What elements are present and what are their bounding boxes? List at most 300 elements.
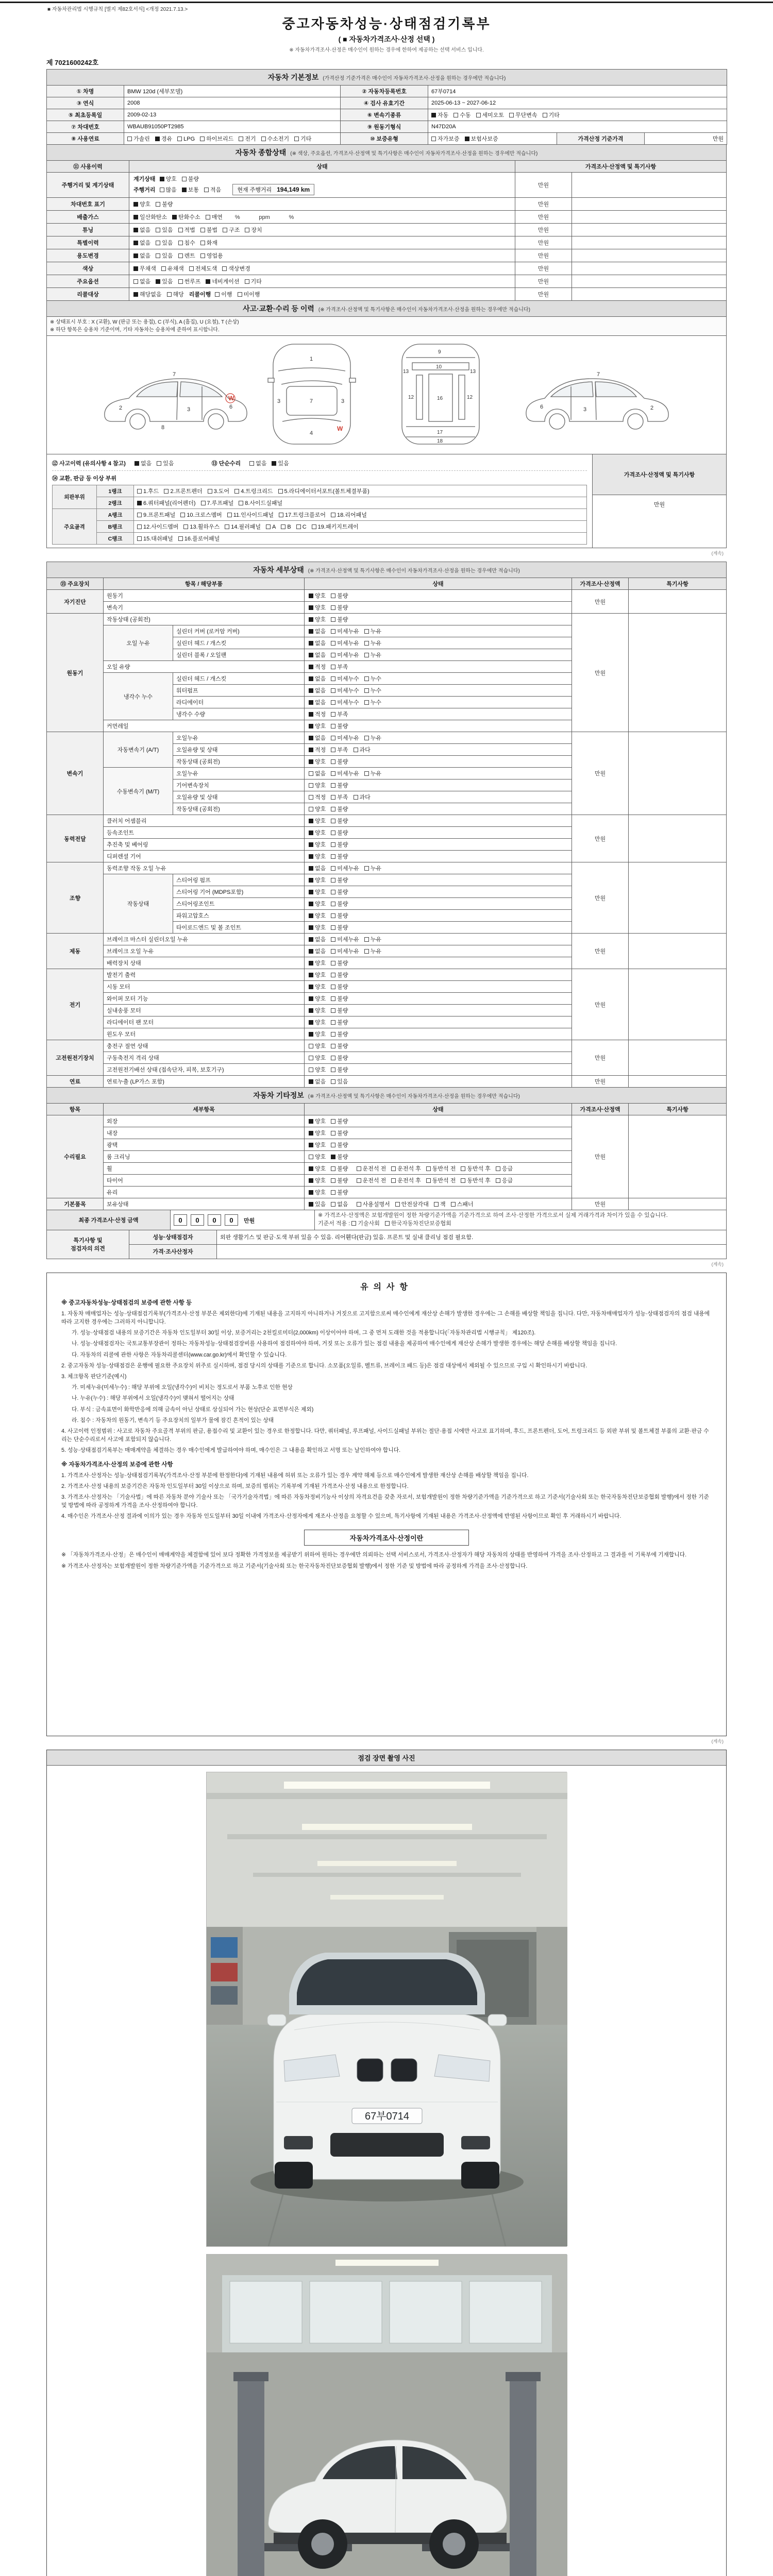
checkbox-box[interactable]: [309, 676, 313, 681]
checkbox-안전삼각대[interactable]: [395, 1200, 429, 1208]
checkbox-box[interactable]: [309, 973, 313, 977]
checkbox-box[interactable]: [331, 1190, 335, 1195]
checkbox-box[interactable]: [239, 137, 243, 141]
checkbox-box[interactable]: [177, 137, 182, 141]
checkbox-box[interactable]: [261, 137, 266, 141]
checkbox-없음[interactable]: [249, 459, 266, 467]
checkbox-box[interactable]: [364, 700, 369, 705]
checkbox-불량[interactable]: [331, 817, 348, 825]
checkbox-없음[interactable]: [309, 1077, 326, 1086]
checkbox-적정[interactable]: [309, 793, 326, 801]
checkbox-box[interactable]: [331, 724, 335, 728]
checkbox-불량[interactable]: [331, 852, 348, 860]
checkbox-없음[interactable]: [133, 226, 150, 234]
checkbox-양호[interactable]: [309, 1176, 326, 1184]
checkbox-수동[interactable]: [453, 111, 470, 119]
checkbox-box[interactable]: [155, 137, 160, 141]
checkbox-box[interactable]: [309, 1131, 313, 1136]
checkbox-box[interactable]: [364, 641, 369, 646]
checkbox-box[interactable]: [309, 1155, 313, 1159]
checkbox-box[interactable]: [331, 629, 335, 634]
checkbox-box[interactable]: [309, 890, 313, 894]
checkbox-없음[interactable]: [309, 674, 326, 683]
checkbox-box[interactable]: [331, 783, 335, 788]
checkbox-기타[interactable]: [294, 134, 311, 143]
checkbox-box[interactable]: [309, 902, 313, 906]
checkbox-11.인사이드패널[interactable]: [227, 511, 274, 519]
checkbox-box[interactable]: [189, 266, 194, 271]
checkbox-box[interactable]: [331, 617, 335, 622]
checkbox-적정[interactable]: [309, 663, 326, 671]
checkbox-box[interactable]: [476, 113, 481, 117]
checkbox-가솔린[interactable]: [127, 134, 150, 143]
checkbox-box[interactable]: [309, 748, 313, 752]
checkbox-box[interactable]: [309, 866, 313, 871]
checkbox-box[interactable]: [137, 501, 142, 505]
checkbox-box[interactable]: [309, 700, 313, 705]
checkbox-box[interactable]: [133, 241, 138, 245]
checkbox-불량[interactable]: [331, 959, 348, 967]
checkbox-운전석 전[interactable]: [357, 1164, 386, 1173]
checkbox-무단변속[interactable]: [509, 111, 537, 119]
checkbox-box[interactable]: [453, 113, 458, 117]
checkbox-장치[interactable]: [245, 226, 262, 234]
checkbox-양호[interactable]: [309, 971, 326, 979]
checkbox-사용설명서[interactable]: [357, 1200, 390, 1208]
checkbox-양호[interactable]: [309, 888, 326, 896]
checkbox-적음[interactable]: [204, 185, 221, 194]
checkbox-전기[interactable]: [239, 134, 256, 143]
checkbox-box[interactable]: [200, 253, 205, 258]
checkbox-있음[interactable]: [156, 226, 173, 234]
checkbox-box[interactable]: [357, 1166, 361, 1171]
checkbox-box[interactable]: [178, 253, 183, 258]
checkbox-양호[interactable]: [309, 817, 326, 825]
checkbox-양호[interactable]: [309, 923, 326, 931]
checkbox-box[interactable]: [331, 1131, 335, 1136]
checkbox-C[interactable]: [296, 524, 307, 530]
checkbox-없음[interactable]: [133, 277, 150, 285]
checkbox-box[interactable]: [331, 996, 335, 1001]
checkbox-box[interactable]: [137, 536, 142, 541]
checkbox-부족[interactable]: [331, 745, 348, 754]
checkbox-응급[interactable]: [496, 1176, 513, 1184]
checkbox-box[interactable]: [331, 676, 335, 681]
checkbox-누유[interactable]: [364, 935, 381, 943]
checkbox-box[interactable]: [157, 461, 161, 466]
checkbox-box[interactable]: [331, 1056, 335, 1060]
checkbox-없음[interactable]: [331, 1200, 348, 1208]
checkbox-box[interactable]: [331, 937, 335, 942]
checkbox-양호[interactable]: [309, 1164, 326, 1173]
checkbox-box[interactable]: [309, 842, 313, 847]
checkbox-box[interactable]: [133, 202, 138, 207]
checkbox-box[interactable]: [351, 1221, 356, 1226]
checkbox-양호[interactable]: [309, 1030, 326, 1038]
checkbox-box[interactable]: [309, 1119, 313, 1124]
checkbox-box[interactable]: [331, 1155, 335, 1159]
checkbox-box[interactable]: [309, 653, 313, 657]
checkbox-해당[interactable]: [167, 290, 184, 298]
checkbox-box[interactable]: [331, 961, 335, 965]
checkbox-box[interactable]: [309, 1020, 313, 1025]
checkbox-box[interactable]: [309, 878, 313, 883]
checkbox-box[interactable]: [331, 854, 335, 859]
checkbox-box[interactable]: [309, 594, 313, 598]
checkbox-box[interactable]: [309, 961, 313, 965]
checkbox-양호[interactable]: [309, 828, 326, 837]
checkbox-box[interactable]: [309, 1067, 313, 1072]
checkbox-box[interactable]: [331, 890, 335, 894]
checkbox-기타[interactable]: [543, 111, 560, 119]
checkbox-있음[interactable]: [157, 459, 174, 467]
checkbox-있음[interactable]: [156, 277, 173, 285]
checkbox-미세누유[interactable]: [331, 935, 359, 943]
checkbox-양호[interactable]: [309, 781, 326, 789]
checkbox-미세누유[interactable]: [331, 864, 359, 872]
checkbox-스패너[interactable]: [451, 1200, 474, 1208]
checkbox-불량[interactable]: [331, 1006, 348, 1014]
checkbox-적법[interactable]: [178, 226, 195, 234]
checkbox-box[interactable]: [331, 688, 335, 693]
checkbox-불량[interactable]: [331, 971, 348, 979]
checkbox-불량[interactable]: [331, 805, 348, 813]
checkbox-box[interactable]: [204, 188, 209, 192]
checkbox-운전석 후[interactable]: [391, 1176, 421, 1184]
checkbox-box[interactable]: [354, 795, 358, 800]
checkbox-6.쿼터패널(리어펜더)[interactable]: [137, 499, 196, 507]
checkbox-누유[interactable]: [364, 627, 381, 635]
checkbox-box[interactable]: [331, 795, 335, 800]
checkbox-5.라디에이터서포트(볼트체결부품)[interactable]: [278, 487, 369, 495]
checkbox-불량[interactable]: [331, 888, 348, 896]
checkbox-box[interactable]: [354, 748, 358, 752]
checkbox-보험사보증[interactable]: [465, 134, 498, 143]
checkbox-누유[interactable]: [364, 639, 381, 647]
checkbox-box[interactable]: [364, 629, 369, 634]
checkbox-box[interactable]: [239, 501, 243, 505]
checkbox-box[interactable]: [426, 1178, 431, 1183]
checkbox-box[interactable]: [364, 653, 369, 657]
checkbox-box[interactable]: [309, 925, 313, 930]
checkbox-무채색[interactable]: [133, 264, 156, 273]
checkbox-box[interactable]: [331, 1202, 335, 1207]
checkbox-양호[interactable]: [309, 1153, 326, 1161]
checkbox-9.프론트패널[interactable]: [137, 511, 175, 519]
checkbox-box[interactable]: [364, 736, 369, 740]
checkbox-18.리어패널[interactable]: [331, 511, 367, 519]
checkbox-box[interactable]: [331, 1044, 335, 1048]
checkbox-box[interactable]: [215, 292, 220, 297]
checkbox-box[interactable]: [309, 617, 313, 622]
checkbox-box[interactable]: [331, 665, 335, 669]
checkbox-box[interactable]: [496, 1178, 500, 1183]
checkbox-box[interactable]: [364, 688, 369, 693]
checkbox-12.사이드멤버[interactable]: [137, 522, 178, 531]
checkbox-불량[interactable]: [331, 603, 348, 612]
checkbox-box[interactable]: [206, 215, 210, 219]
checkbox-box[interactable]: [309, 1008, 313, 1013]
checkbox-해당없음[interactable]: [133, 290, 162, 298]
checkbox-box[interactable]: [272, 461, 276, 466]
checkbox-양호[interactable]: [309, 603, 326, 612]
checkbox-box[interactable]: [331, 819, 335, 823]
checkbox-적정[interactable]: [309, 710, 326, 718]
checkbox-box[interactable]: [309, 1166, 313, 1171]
checkbox-box[interactable]: [331, 736, 335, 740]
checkbox-box[interactable]: [161, 266, 166, 271]
checkbox-렌트[interactable]: [178, 251, 195, 260]
checkbox-8.사이드실패널[interactable]: [239, 499, 282, 507]
checkbox-box[interactable]: [309, 985, 313, 989]
checkbox-미세누유[interactable]: [331, 627, 359, 635]
checkbox-box[interactable]: [167, 292, 172, 297]
checkbox-없음[interactable]: [135, 459, 152, 467]
checkbox-누유[interactable]: [364, 651, 381, 659]
checkbox-box[interactable]: [156, 228, 160, 232]
checkbox-2.프론트펜더[interactable]: [164, 487, 202, 495]
checkbox-box[interactable]: [309, 665, 313, 669]
checkbox-box[interactable]: [133, 292, 138, 297]
checkbox-없음[interactable]: [133, 239, 150, 247]
checkbox-box[interactable]: [465, 137, 469, 141]
checkbox-일산화탄소[interactable]: [133, 213, 167, 221]
checkbox-box[interactable]: [156, 202, 160, 207]
checkbox-box[interactable]: [208, 489, 212, 494]
checkbox-box[interactable]: [133, 279, 138, 284]
checkbox-box[interactable]: [431, 137, 436, 141]
checkbox-양호[interactable]: [309, 1117, 326, 1125]
checkbox-box[interactable]: [309, 807, 313, 811]
checkbox-box[interactable]: [309, 996, 313, 1001]
checkbox-이행[interactable]: [215, 290, 232, 298]
checkbox-box[interactable]: [309, 819, 313, 823]
checkbox-양호[interactable]: [309, 615, 326, 623]
checkbox-box[interactable]: [222, 266, 227, 271]
checkbox-box[interactable]: [309, 712, 313, 717]
checkbox-누유[interactable]: [364, 947, 381, 955]
checkbox-불량[interactable]: [331, 1117, 348, 1125]
checkbox-box[interactable]: [461, 1178, 465, 1183]
checkbox-box[interactable]: [364, 866, 369, 871]
checkbox-box[interactable]: [331, 925, 335, 930]
checkbox-box[interactable]: [331, 653, 335, 657]
checkbox-양호[interactable]: [309, 1042, 326, 1050]
checkbox-box[interactable]: [133, 266, 138, 271]
checkbox-box[interactable]: [182, 177, 187, 181]
checkbox-box[interactable]: [225, 524, 229, 529]
checkbox-없음[interactable]: [309, 639, 326, 647]
checkbox-누수[interactable]: [364, 686, 381, 694]
checkbox-구조[interactable]: [223, 226, 240, 234]
checkbox-box[interactable]: [160, 188, 164, 192]
checkbox-불량[interactable]: [331, 1030, 348, 1038]
checkbox-box[interactable]: [294, 137, 299, 141]
checkbox-없음[interactable]: [309, 947, 326, 955]
checkbox-기술사회[interactable]: [351, 1220, 380, 1228]
checkbox-box[interactable]: [331, 1166, 335, 1171]
checkbox-box[interactable]: [156, 279, 160, 284]
checkbox-불량[interactable]: [331, 1065, 348, 1074]
checkbox-적정[interactable]: [309, 745, 326, 754]
checkbox-box[interactable]: [331, 594, 335, 598]
checkbox-box[interactable]: [160, 177, 164, 181]
checkbox-box[interactable]: [331, 913, 335, 918]
checkbox-box[interactable]: [331, 807, 335, 811]
checkbox-보통[interactable]: [182, 185, 199, 194]
checkbox-불량[interactable]: [331, 994, 348, 1003]
checkbox-box[interactable]: [137, 489, 142, 494]
checkbox-box[interactable]: [309, 1079, 313, 1084]
checkbox-box[interactable]: [331, 1020, 335, 1025]
checkbox-box[interactable]: [309, 1178, 313, 1183]
checkbox-불량[interactable]: [331, 1129, 348, 1137]
checkbox-box[interactable]: [461, 1166, 465, 1171]
checkbox-box[interactable]: [431, 113, 436, 117]
checkbox-box[interactable]: [281, 524, 285, 529]
checkbox-box[interactable]: [331, 748, 335, 752]
checkbox-불량[interactable]: [331, 1141, 348, 1149]
checkbox-box[interactable]: [309, 854, 313, 859]
checkbox-침수[interactable]: [178, 239, 195, 247]
checkbox-box[interactable]: [309, 605, 313, 610]
checkbox-box[interactable]: [227, 513, 232, 517]
checkbox-box[interactable]: [309, 949, 313, 954]
checkbox-box[interactable]: [331, 973, 335, 977]
checkbox-box[interactable]: [245, 279, 249, 284]
checkbox-양호[interactable]: [309, 840, 326, 849]
checkbox-양호[interactable]: [309, 1129, 326, 1137]
checkbox-누수[interactable]: [364, 674, 381, 683]
checkbox-box[interactable]: [331, 831, 335, 835]
checkbox-있음[interactable]: [331, 1077, 348, 1086]
checkbox-box[interactable]: [309, 795, 313, 800]
checkbox-불량[interactable]: [331, 1188, 348, 1196]
checkbox-미세누유[interactable]: [331, 734, 359, 742]
checkbox-양호[interactable]: [309, 1018, 326, 1026]
checkbox-16.플로어패널[interactable]: [178, 534, 220, 543]
checkbox-box[interactable]: [178, 279, 183, 284]
checkbox-불법[interactable]: [200, 226, 217, 234]
checkbox-불량[interactable]: [331, 615, 348, 623]
checkbox-17.트렁크플로어[interactable]: [279, 511, 326, 519]
checkbox-미세누유[interactable]: [331, 651, 359, 659]
checkbox-box[interactable]: [496, 1166, 500, 1171]
checkbox-불량[interactable]: [331, 1054, 348, 1062]
checkbox-box[interactable]: [357, 1202, 361, 1207]
checkbox-box[interactable]: [357, 1178, 361, 1183]
checkbox-불량[interactable]: [331, 781, 348, 789]
checkbox-누유[interactable]: [364, 734, 381, 742]
checkbox-box[interactable]: [364, 771, 369, 776]
checkbox-box[interactable]: [127, 137, 132, 141]
checkbox-있음[interactable]: [272, 459, 289, 467]
checkbox-없음[interactable]: [309, 686, 326, 694]
checkbox-양호[interactable]: [309, 805, 326, 813]
checkbox-box[interactable]: [133, 215, 138, 219]
checkbox-box[interactable]: [395, 1202, 400, 1207]
checkbox-box[interactable]: [249, 461, 254, 466]
checkbox-불량[interactable]: [331, 828, 348, 837]
checkbox-미세누유[interactable]: [331, 769, 359, 777]
checkbox-미세누유[interactable]: [331, 639, 359, 647]
checkbox-양호[interactable]: [309, 1141, 326, 1149]
checkbox-동반석 후[interactable]: [461, 1176, 491, 1184]
checkbox-box[interactable]: [309, 641, 313, 646]
checkbox-B[interactable]: [281, 524, 291, 530]
checkbox-양호[interactable]: [133, 200, 150, 208]
checkbox-box[interactable]: [178, 536, 183, 541]
checkbox-box[interactable]: [172, 215, 177, 219]
checkbox-box[interactable]: [364, 949, 369, 954]
checkbox-box[interactable]: [451, 1202, 456, 1207]
checkbox-수소전기[interactable]: [261, 134, 290, 143]
checkbox-잭[interactable]: [434, 1200, 446, 1208]
checkbox-불량[interactable]: [331, 911, 348, 920]
checkbox-box[interactable]: [206, 279, 210, 284]
checkbox-과다[interactable]: [354, 793, 371, 801]
checkbox-box[interactable]: [135, 461, 139, 466]
checkbox-있음[interactable]: [309, 1200, 326, 1208]
checkbox-box[interactable]: [245, 228, 249, 232]
checkbox-경유[interactable]: [155, 134, 172, 143]
checkbox-box[interactable]: [309, 783, 313, 788]
checkbox-미세누유[interactable]: [331, 947, 359, 955]
checkbox-없음[interactable]: [309, 698, 326, 706]
checkbox-box[interactable]: [309, 1190, 313, 1195]
checkbox-box[interactable]: [364, 937, 369, 942]
checkbox-box[interactable]: [238, 292, 242, 297]
checkbox-box[interactable]: [331, 1067, 335, 1072]
checkbox-box[interactable]: [331, 949, 335, 954]
checkbox-box[interactable]: [331, 605, 335, 610]
checkbox-미세누수[interactable]: [331, 674, 359, 683]
checkbox-양호[interactable]: [160, 175, 177, 183]
checkbox-box[interactable]: [331, 1032, 335, 1037]
checkbox-13.휠하우스[interactable]: [183, 522, 220, 531]
checkbox-box[interactable]: [331, 902, 335, 906]
checkbox-불량[interactable]: [331, 923, 348, 931]
checkbox-미세누수[interactable]: [331, 698, 359, 706]
checkbox-양호[interactable]: [309, 722, 326, 730]
checkbox-없음[interactable]: [309, 769, 326, 777]
checkbox-box[interactable]: [309, 724, 313, 728]
checkbox-네비게이션[interactable]: [206, 277, 239, 285]
checkbox-동반석 후[interactable]: [461, 1164, 491, 1173]
checkbox-동반석 전[interactable]: [426, 1176, 456, 1184]
checkbox-box[interactable]: [331, 700, 335, 705]
checkbox-box[interactable]: [331, 1119, 335, 1124]
checkbox-box[interactable]: [309, 736, 313, 740]
checkbox-과다[interactable]: [354, 745, 371, 754]
checkbox-1.후드[interactable]: [137, 487, 159, 495]
checkbox-box[interactable]: [309, 831, 313, 835]
checkbox-부족[interactable]: [331, 710, 348, 718]
checkbox-box[interactable]: [309, 771, 313, 776]
checkbox-부족[interactable]: [331, 663, 348, 671]
checkbox-box[interactable]: [331, 712, 335, 717]
checkbox-box[interactable]: [331, 878, 335, 883]
checkbox-양호[interactable]: [309, 994, 326, 1003]
checkbox-19.패키지트레이[interactable]: [312, 522, 359, 531]
checkbox-영업용[interactable]: [200, 251, 223, 260]
checkbox-유채색[interactable]: [161, 264, 184, 273]
checkbox-box[interactable]: [133, 228, 138, 232]
checkbox-세미오토[interactable]: [476, 111, 505, 119]
checkbox-box[interactable]: [278, 489, 283, 494]
checkbox-양호[interactable]: [309, 1006, 326, 1014]
checkbox-box[interactable]: [364, 676, 369, 681]
